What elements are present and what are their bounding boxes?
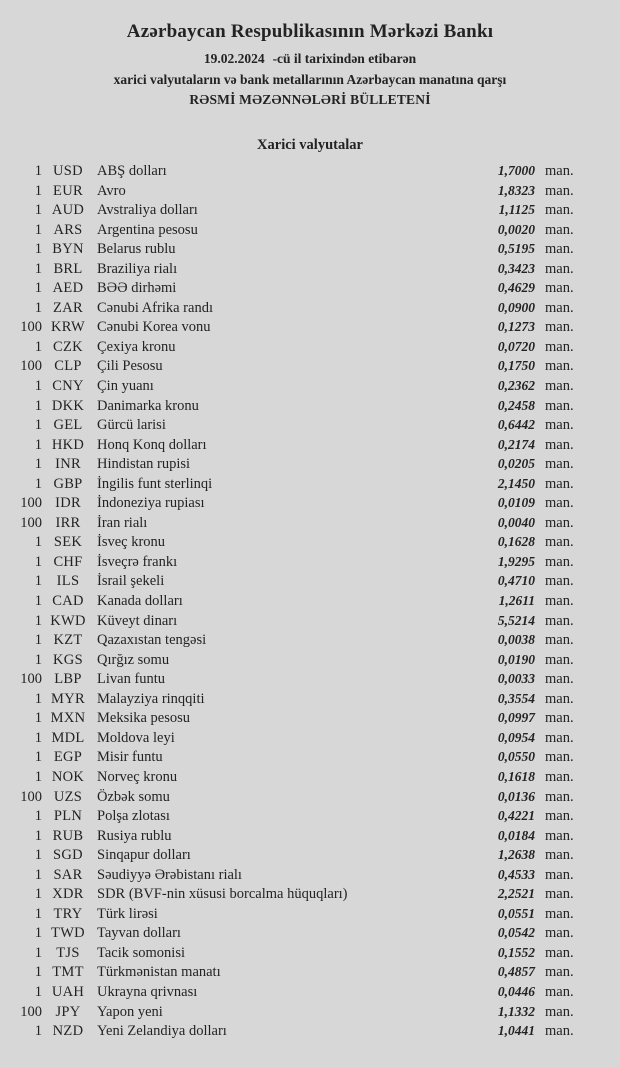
- currency-unit-label: man.: [545, 671, 574, 688]
- table-row: [0, 669, 620, 689]
- currency-rate: 1,1332: [497, 1003, 535, 1019]
- currency-name: Braziliya rialı: [97, 260, 178, 277]
- table-row: [0, 317, 620, 337]
- currency-rate: 0,1618: [497, 768, 535, 784]
- currency-nominal: 1: [34, 905, 42, 922]
- table-row: [0, 884, 620, 904]
- currency-name: Qırğız somu: [97, 651, 170, 668]
- currency-unit-label: man.: [545, 534, 574, 551]
- currency-nominal: 1: [34, 690, 42, 707]
- currency-rate: 0,1750: [497, 358, 535, 374]
- currency-code: IDR: [55, 495, 81, 512]
- currency-unit-label: man.: [545, 1003, 574, 1020]
- currency-name: Özbək somu: [97, 788, 170, 805]
- currency-code: HKD: [51, 436, 85, 453]
- currency-nominal: 100: [20, 319, 42, 336]
- currency-code: XDR: [52, 886, 84, 903]
- table-row: [0, 826, 620, 846]
- currency-nominal: 1: [34, 378, 42, 395]
- currency-name: BƏƏ dirhəmi: [97, 280, 177, 297]
- currency-name: SDR (BVF-nin xüsusi borcalma hüquqları): [97, 886, 348, 903]
- currency-unit-label: man.: [545, 827, 574, 844]
- currency-code: DKK: [51, 397, 85, 414]
- currency-nominal: 1: [34, 847, 42, 864]
- currency-code: TMT: [52, 964, 84, 981]
- currency-nominal: 1: [34, 397, 42, 414]
- currency-name: Hindistan rupisi: [97, 456, 191, 473]
- table-row: [0, 415, 620, 435]
- currency-code: RUB: [52, 827, 84, 844]
- currency-rate: 0,0020: [497, 221, 535, 237]
- currency-code: NZD: [52, 1023, 84, 1040]
- currency-code: ZAR: [53, 299, 83, 316]
- table-row: [0, 630, 620, 650]
- currency-code: KWD: [50, 612, 86, 629]
- table-row: [0, 161, 620, 181]
- currency-unit-label: man.: [545, 808, 574, 825]
- currency-unit-label: man.: [545, 338, 574, 355]
- table-row: [0, 239, 620, 259]
- table-row: [0, 259, 620, 279]
- currency-nominal: 1: [34, 866, 42, 883]
- effective-date: 19.02.2024: [203, 51, 265, 66]
- currency-unit-label: man.: [545, 710, 574, 727]
- currency-name: Küveyt dinarı: [97, 612, 178, 629]
- currency-nominal: 1: [34, 534, 42, 551]
- bulletin-subtitle: xarici valyutaların və bank metallarının Azərbaycan manatına qarşı: [113, 72, 507, 87]
- currency-code: CZK: [53, 338, 83, 355]
- table-row: [0, 943, 620, 963]
- currency-rate: 0,2458: [497, 397, 535, 413]
- currency-code: TJS: [56, 944, 80, 961]
- currency-unit-label: man.: [545, 202, 574, 219]
- currency-rate: 0,1628: [497, 534, 535, 550]
- currency-rate: 0,2174: [497, 436, 535, 452]
- table-row: [0, 708, 620, 728]
- currency-code: MXN: [50, 710, 86, 727]
- currency-unit-label: man.: [545, 495, 574, 512]
- currency-nominal: 1: [34, 925, 42, 942]
- currency-code: MYR: [51, 690, 85, 707]
- currency-nominal: 100: [20, 495, 42, 512]
- currency-name: İran rialı: [97, 514, 148, 531]
- currency-code: UAH: [51, 983, 85, 1000]
- currency-rate: 1,8323: [497, 182, 535, 198]
- table-row: [0, 220, 620, 240]
- currency-rate: 0,0033: [497, 671, 535, 687]
- table-row: [0, 532, 620, 552]
- table-row: [0, 982, 620, 1002]
- table-row: [0, 611, 620, 631]
- currency-nominal: 100: [20, 514, 42, 531]
- currency-name: Norveç kronu: [97, 768, 178, 785]
- currency-code: BYN: [52, 241, 84, 258]
- table-row: [0, 865, 620, 885]
- currency-code: SEK: [53, 534, 83, 551]
- currency-nominal: 100: [20, 1003, 42, 1020]
- currency-code: EUR: [53, 182, 83, 199]
- currency-name: Kanada dolları: [97, 593, 183, 610]
- effective-date-suffix: -cü il tarixindən etibarən: [272, 51, 417, 66]
- currency-unit-label: man.: [545, 944, 574, 961]
- currency-name: Cənubi Afrika randı: [97, 299, 213, 316]
- currency-nominal: 1: [34, 593, 42, 610]
- currency-nominal: 1: [34, 475, 42, 492]
- table-row: [0, 962, 620, 982]
- currency-unit-label: man.: [545, 905, 574, 922]
- currency-rate: 0,5195: [497, 241, 535, 257]
- currency-code: CHF: [53, 553, 83, 570]
- currency-nominal: 1: [34, 710, 42, 727]
- table-row: [0, 493, 620, 513]
- currency-code: ARS: [53, 221, 83, 238]
- currency-unit-label: man.: [545, 260, 574, 277]
- currency-code: AED: [52, 280, 84, 297]
- currency-rate: 0,6442: [497, 417, 535, 433]
- table-row: [0, 278, 620, 298]
- currency-nominal: 100: [20, 788, 42, 805]
- currency-name: Çexiya kronu: [97, 338, 176, 355]
- currency-rate: 0,0190: [497, 651, 535, 667]
- currency-name: Türkmənistan manatı: [97, 964, 221, 981]
- currency-name: Çin yuanı: [97, 378, 154, 395]
- table-row: [0, 181, 620, 201]
- currency-nominal: 1: [34, 241, 42, 258]
- currency-rate: 5,5214: [497, 612, 535, 628]
- table-row: [0, 435, 620, 455]
- currency-unit-label: man.: [545, 749, 574, 766]
- currency-code: PLN: [53, 808, 83, 825]
- currency-nominal: 1: [34, 827, 42, 844]
- currency-unit-label: man.: [545, 593, 574, 610]
- currency-unit-label: man.: [545, 378, 574, 395]
- currency-code: LBP: [54, 671, 82, 688]
- currency-code: SAR: [53, 866, 83, 883]
- currency-unit-label: man.: [545, 163, 574, 179]
- currency-rate: 1,9295: [497, 553, 535, 569]
- currency-unit-label: man.: [545, 436, 574, 453]
- currency-name: Yeni Zelandiya dolları: [97, 1023, 227, 1040]
- currency-rate: 0,0954: [497, 729, 535, 745]
- currency-code: JPY: [55, 1003, 81, 1020]
- currency-nominal: 1: [34, 456, 42, 473]
- currency-name: Argentina pesosu: [97, 221, 198, 238]
- currency-nominal: 1: [34, 808, 42, 825]
- currency-unit-label: man.: [545, 847, 574, 864]
- currency-nominal: 1: [34, 886, 42, 903]
- currency-nominal: 1: [34, 632, 42, 649]
- currency-rate: 1,7000: [497, 163, 535, 178]
- currency-code: CLP: [54, 358, 82, 375]
- currency-name: Yapon yeni: [97, 1003, 163, 1020]
- currency-rate: 0,0038: [497, 632, 535, 648]
- currency-code: EGP: [53, 749, 83, 766]
- currency-nominal: 1: [34, 260, 42, 277]
- table-row: [0, 650, 620, 670]
- table-row: [0, 728, 620, 748]
- currency-rate: 0,0550: [497, 749, 535, 765]
- currency-name: Tayvan dolları: [97, 925, 181, 942]
- table-row: [0, 787, 620, 807]
- currency-rate: 0,0205: [497, 456, 535, 472]
- currency-unit-label: man.: [545, 866, 574, 883]
- currency-unit-label: man.: [545, 221, 574, 238]
- currency-unit-label: man.: [545, 475, 574, 492]
- currency-name: Malayziya rinqqiti: [97, 690, 205, 707]
- currency-rate: 0,4533: [497, 866, 535, 882]
- currency-unit-label: man.: [545, 690, 574, 707]
- currency-unit-label: man.: [545, 983, 574, 1000]
- currency-nominal: 1: [34, 944, 42, 961]
- currency-name: Belarus rublu: [97, 241, 176, 258]
- effective-date-line: [0, 50, 620, 67]
- currency-unit-label: man.: [545, 280, 574, 297]
- currency-nominal: 100: [20, 358, 42, 375]
- currency-name: İngilis funt sterlinqi: [97, 475, 213, 492]
- currency-name: Səudiyyə Ərəbistanı rialı: [97, 866, 242, 883]
- table-row: [0, 689, 620, 709]
- table-row: [0, 454, 620, 474]
- currency-nominal: 1: [34, 163, 42, 179]
- currency-rate: 0,1552: [497, 944, 535, 960]
- currency-code: TRY: [53, 905, 83, 922]
- currency-unit-label: man.: [545, 358, 574, 375]
- currency-nominal: 1: [34, 729, 42, 746]
- currency-unit-label: man.: [545, 514, 574, 531]
- currency-rate: 0,0551: [497, 905, 535, 921]
- currency-rate: 0,0446: [497, 983, 535, 999]
- currency-name: Avstraliya dolları: [97, 202, 198, 219]
- currency-nominal: 1: [34, 573, 42, 590]
- currency-unit-label: man.: [545, 886, 574, 903]
- currency-nominal: 1: [34, 280, 42, 297]
- currency-name: Çili Pesosu: [97, 358, 163, 375]
- currency-unit-label: man.: [545, 573, 574, 590]
- currency-name: Rusiya rublu: [97, 827, 172, 844]
- table-row: [0, 767, 620, 787]
- currency-name: İsrail şekeli: [97, 573, 165, 590]
- currency-code: GBP: [53, 475, 83, 492]
- currency-nominal: 100: [20, 671, 42, 688]
- currency-unit-label: man.: [545, 1023, 574, 1040]
- currency-code: INR: [55, 456, 81, 473]
- currency-rate: 0,4710: [497, 573, 535, 589]
- currency-rate: 2,1450: [497, 475, 535, 491]
- currency-rate: 1,2611: [498, 593, 535, 609]
- currency-nominal: 1: [34, 553, 42, 570]
- currency-code: TWD: [51, 925, 85, 942]
- currency-name: Avro: [97, 182, 126, 199]
- currency-name: Misir funtu: [97, 749, 163, 766]
- currency-name: Gürcü larisi: [97, 417, 166, 434]
- currency-unit-label: man.: [545, 456, 574, 473]
- currency-name: Livan funtu: [97, 671, 166, 688]
- table-row: [0, 1002, 620, 1022]
- table-row: [0, 356, 620, 376]
- currency-rate: 0,0136: [497, 788, 535, 804]
- table-row: [0, 200, 620, 220]
- currency-rate: 0,1273: [497, 319, 535, 335]
- currency-code: KZT: [53, 632, 83, 649]
- currency-rate: 0,0997: [497, 710, 535, 726]
- currency-unit-label: man.: [545, 241, 574, 258]
- table-row: [0, 474, 620, 494]
- currency-name: İndoneziya rupiası: [97, 495, 205, 512]
- currency-name: İsveç kronu: [97, 534, 166, 551]
- currency-unit-label: man.: [545, 651, 574, 668]
- table-row: [0, 376, 620, 396]
- currency-rate: 1,0441: [497, 1023, 535, 1039]
- currency-code: CAD: [52, 593, 84, 610]
- currency-unit-label: man.: [545, 964, 574, 981]
- currency-unit-label: man.: [545, 299, 574, 316]
- table-row: [0, 591, 620, 611]
- currency-nominal: 1: [34, 221, 42, 238]
- currency-rate: 0,2362: [497, 378, 535, 394]
- currency-code: KGS: [53, 651, 83, 668]
- currency-nominal: 1: [34, 182, 42, 199]
- currency-unit-label: man.: [545, 612, 574, 629]
- table-row: [0, 904, 620, 924]
- currency-rate: 1,2638: [497, 847, 535, 863]
- table-row: [0, 806, 620, 826]
- currency-rate: 0,0184: [497, 827, 535, 843]
- currency-name: Danimarka kronu: [97, 397, 199, 414]
- currency-code: AUD: [51, 202, 85, 219]
- currency-rate: 1,1125: [498, 202, 535, 218]
- currency-rate: 0,0040: [497, 514, 535, 530]
- currency-nominal: 1: [34, 417, 42, 434]
- currency-nominal: 1: [34, 768, 42, 785]
- currency-rate: 0,0720: [497, 338, 535, 354]
- currency-rate: 0,4221: [497, 808, 535, 824]
- currency-code: NOK: [51, 768, 85, 785]
- currency-name: Ukrayna qrivnası: [97, 983, 198, 1000]
- currency-nominal: 1: [34, 338, 42, 355]
- rates-table: [0, 161, 620, 1041]
- currency-unit-label: man.: [545, 729, 574, 746]
- currency-unit-label: man.: [545, 417, 574, 434]
- currency-name: Türk lirəsi: [97, 905, 158, 922]
- bulletin-name: RƏSMİ MƏZƏNNƏLƏRİ BÜLLETENİ: [189, 92, 431, 107]
- currency-unit-label: man.: [545, 768, 574, 785]
- currency-name: Meksika pesosu: [97, 710, 191, 727]
- currency-name: Tacik somonisi: [97, 944, 185, 961]
- currency-rate: 0,0542: [497, 925, 535, 941]
- table-row: [0, 1021, 620, 1041]
- table-row: [0, 552, 620, 572]
- currency-nominal: 1: [34, 612, 42, 629]
- currency-nominal: 1: [34, 651, 42, 668]
- currency-unit-label: man.: [545, 182, 574, 199]
- table-row: [0, 747, 620, 767]
- currency-name: İsveçrə frankı: [97, 553, 178, 570]
- currency-unit-label: man.: [545, 788, 574, 805]
- currency-code: UZS: [53, 788, 83, 805]
- currency-rate: 2,2521: [497, 886, 535, 902]
- currency-name: Cənubi Korea vonu: [97, 319, 211, 336]
- currency-name: Polşa zlotası: [97, 808, 170, 825]
- currency-name: Qazaxıstan tengəsi: [97, 632, 207, 649]
- currency-rate: 0,0900: [497, 299, 535, 315]
- currency-code: BRL: [53, 260, 83, 277]
- currency-name: Honq Konq dolları: [97, 436, 207, 453]
- currency-code: KRW: [51, 319, 85, 336]
- currency-rate: 0,4629: [497, 280, 535, 296]
- currency-unit-label: man.: [545, 397, 574, 414]
- currency-code: CNY: [52, 378, 84, 395]
- currency-name: Moldova leyi: [97, 729, 175, 746]
- currency-rate: 0,4857: [497, 964, 535, 980]
- currency-rate: 0,3554: [497, 690, 535, 706]
- currency-code: MDL: [51, 729, 85, 746]
- table-row: [0, 298, 620, 318]
- currency-code: USD: [53, 163, 83, 179]
- currency-code: GEL: [53, 417, 83, 434]
- currency-code: ILS: [56, 573, 80, 590]
- currency-code: IRR: [55, 514, 81, 531]
- currency-nominal: 1: [34, 202, 42, 219]
- currency-rate: 0,0109: [497, 495, 535, 511]
- table-row: [0, 845, 620, 865]
- currency-nominal: 1: [34, 983, 42, 1000]
- currency-nominal: 1: [34, 964, 42, 981]
- currency-unit-label: man.: [545, 925, 574, 942]
- currency-unit-label: man.: [545, 632, 574, 649]
- currency-nominal: 1: [34, 436, 42, 453]
- currency-nominal: 1: [34, 1023, 42, 1040]
- page-title: Azərbaycan Respublikasının Mərkəzi Bankı: [126, 21, 494, 42]
- currency-rate: 0,3423: [497, 260, 535, 276]
- currency-nominal: 1: [34, 299, 42, 316]
- table-row: [0, 571, 620, 591]
- table-row: [0, 337, 620, 357]
- table-row: [0, 923, 620, 943]
- currency-name: ABŞ dolları: [97, 163, 167, 179]
- currency-name: Sinqapur dolları: [97, 847, 191, 864]
- section-title-foreign-currencies: Xarici valyutalar: [257, 137, 363, 153]
- currency-unit-label: man.: [545, 553, 574, 570]
- currency-code: SGD: [53, 847, 83, 864]
- currency-unit-label: man.: [545, 319, 574, 336]
- currency-nominal: 1: [34, 749, 42, 766]
- table-row: [0, 513, 620, 533]
- table-row: [0, 396, 620, 416]
